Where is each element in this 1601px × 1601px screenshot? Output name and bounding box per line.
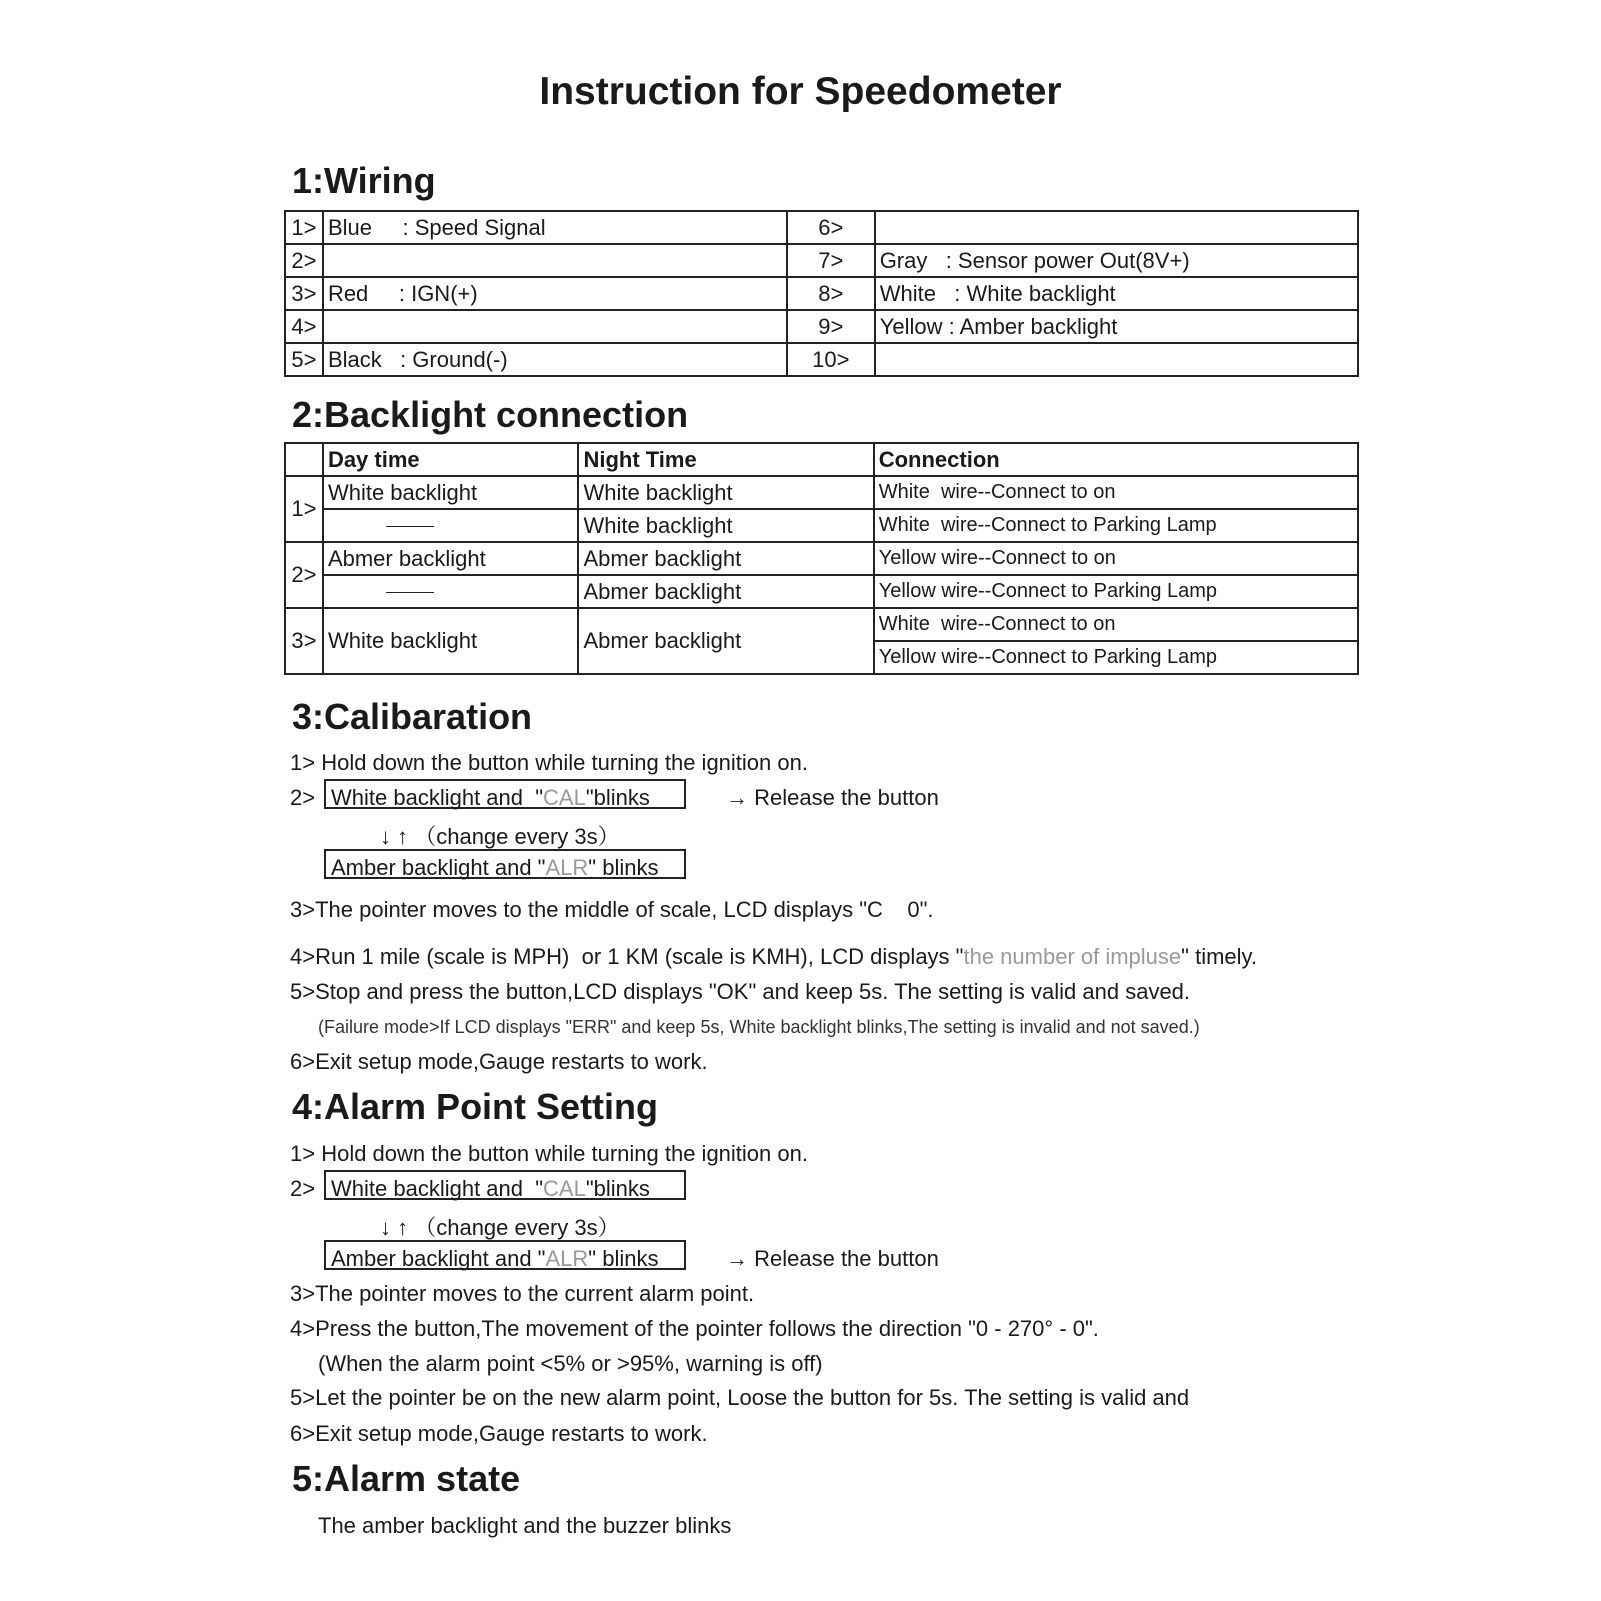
- night-cell: Abmer backlight: [578, 542, 873, 575]
- calibration-step-6: 6>Exit setup mode,Gauge restarts to work.: [290, 1049, 708, 1074]
- alarm-state-text: The amber backlight and the buzzer blinks: [318, 1513, 732, 1538]
- wire-desc: Yellow : Amber backlight: [875, 310, 1358, 343]
- table-row: [285, 476, 1358, 509]
- alr-box-text: Amber backlight and ": [331, 1246, 546, 1271]
- calibration-step-3: 3>The pointer moves to the middle of scale, LCD displays "C 0".: [290, 897, 934, 922]
- wiring-heading: 1:Wiring: [292, 160, 436, 201]
- cal-box-text: White backlight and ": [331, 1176, 544, 1201]
- backlight-heading: 2:Backlight connection: [292, 394, 689, 435]
- wire-desc: Black : Ground(-): [323, 343, 787, 376]
- alarm-heading: 4:Alarm Point Setting: [292, 1086, 659, 1127]
- alr-code: ALR: [545, 855, 589, 880]
- connection-cell: White wire--Connect to on: [874, 608, 1358, 641]
- cal-box-amber: [324, 849, 686, 879]
- calibration-step-4: [290, 944, 1257, 970]
- wire-num: 6>: [787, 211, 875, 244]
- night-cell: White backlight: [578, 476, 873, 509]
- cal-box-text-end: "blinks: [585, 785, 650, 810]
- wire-num: 7>: [787, 244, 875, 277]
- wire-num: 4>: [285, 310, 323, 343]
- night-cell: Abmer backlight: [578, 575, 873, 608]
- day-cell-dash: [323, 509, 579, 542]
- cal-box-white: [324, 779, 686, 809]
- row-num: 2>: [285, 542, 323, 608]
- alarm-step-5: 5>Let the pointer be on the new alarm point, Loose the button for 5s. The setting is valid and: [290, 1385, 1190, 1410]
- alarm-release: → Release the button: [726, 1246, 939, 1271]
- table-row: [285, 509, 1358, 542]
- alr-box-text-end: " blinks: [588, 1246, 659, 1271]
- wiring-row: [285, 310, 1358, 343]
- backlight-table: [284, 442, 1359, 675]
- cal-code: CAL: [543, 785, 586, 810]
- step4-gray-text: the number of impluse: [963, 944, 1182, 969]
- wiring-row: [285, 343, 1358, 376]
- step4-text: 4>Run 1 mile (scale is MPH) or 1 KM (scale is KMH), LCD displays ": [290, 944, 964, 969]
- wire-num: 5>: [285, 343, 323, 376]
- wiring-table: [284, 210, 1359, 377]
- backlight-header-row: [285, 443, 1358, 476]
- header-connection: Connection: [874, 443, 1358, 476]
- calibration-heading: 3:Calibaration: [292, 696, 533, 737]
- alarm-box-amber: [324, 1240, 686, 1270]
- wire-desc: Gray : Sensor power Out(8V+): [875, 244, 1358, 277]
- wire-num: 8>: [787, 277, 875, 310]
- wire-desc: [323, 310, 787, 343]
- wire-num: 2>: [285, 244, 323, 277]
- wire-num: 10>: [787, 343, 875, 376]
- row-num: 1>: [285, 476, 323, 542]
- night-cell: Abmer backlight: [578, 608, 873, 674]
- wire-num: 9>: [787, 310, 875, 343]
- alarm-step-1: 1> Hold down the button while turning the ignition on.: [290, 1141, 808, 1166]
- alarm-step-4: 4>Press the button,The movement of the pointer follows the direction "0 - 270° - 0".: [290, 1316, 1099, 1341]
- night-cell: White backlight: [578, 509, 873, 542]
- row-num: 3>: [285, 608, 323, 674]
- dash-mark: [386, 526, 434, 527]
- alarm-state-heading: 5:Alarm state: [292, 1458, 521, 1499]
- alr-code: ALR: [545, 1246, 589, 1271]
- day-cell: White backlight: [323, 608, 579, 674]
- wire-desc: Red : IGN(+): [323, 277, 787, 310]
- alarm-box-white: [324, 1170, 686, 1200]
- calibration-change: ↓ ↑ （change every 3s）: [380, 824, 620, 849]
- alr-box-text: Amber backlight and ": [331, 855, 546, 880]
- alarm-change: ↓ ↑ （change every 3s）: [380, 1215, 620, 1240]
- wiring-row: [285, 277, 1358, 310]
- calibration-step-2-num: 2>: [290, 785, 316, 810]
- table-row: [285, 608, 1358, 641]
- calibration-step-1: 1> Hold down the button while turning the ignition on.: [290, 750, 808, 775]
- wire-num: 3>: [285, 277, 323, 310]
- table-row: [285, 575, 1358, 608]
- wire-num: 1>: [285, 211, 323, 244]
- day-cell: White backlight: [323, 476, 579, 509]
- wire-desc: [875, 343, 1358, 376]
- alarm-step-3: 3>The pointer moves to the current alarm point.: [290, 1281, 755, 1306]
- connection-cell: Yellow wire--Connect to Parking Lamp: [874, 575, 1358, 608]
- calibration-release: → Release the button: [726, 785, 939, 810]
- cal-code: CAL: [543, 1176, 586, 1201]
- cal-box-text: White backlight and ": [331, 785, 544, 810]
- header-night: Night Time: [578, 443, 873, 476]
- wire-desc: White : White backlight: [875, 277, 1358, 310]
- wire-desc: [875, 211, 1358, 244]
- alarm-step-4-note: (When the alarm point <5% or >95%, warning is off): [318, 1351, 823, 1376]
- wire-desc: Blue : Speed Signal: [323, 211, 787, 244]
- day-cell-dash: [323, 575, 579, 608]
- connection-cell: Yellow wire--Connect to Parking Lamp: [874, 641, 1358, 674]
- step4-text-end: " timely.: [1181, 944, 1258, 969]
- wiring-row: [285, 211, 1358, 244]
- connection-cell: Yellow wire--Connect to on: [874, 542, 1358, 575]
- alr-box-text-end: " blinks: [588, 855, 659, 880]
- wire-desc: [323, 244, 787, 277]
- connection-cell: White wire--Connect to Parking Lamp: [874, 509, 1358, 542]
- alarm-step-2-num: 2>: [290, 1176, 316, 1201]
- dash-mark: [386, 592, 434, 593]
- calibration-failure-note: (Failure mode>If LCD displays "ERR" and keep 5s, White backlight blinks,The setting is invalid and not saved.): [318, 1017, 1200, 1037]
- header-day: Day time: [323, 443, 579, 476]
- alarm-step-6: 6>Exit setup mode,Gauge restarts to work.: [290, 1421, 708, 1446]
- cal-box-text-end: "blinks: [585, 1176, 650, 1201]
- header-blank: [285, 443, 323, 476]
- calibration-step-5: 5>Stop and press the button,LCD displays "OK" and keep 5s. The setting is valid and saved.: [290, 979, 1191, 1004]
- wiring-row: [285, 244, 1358, 277]
- connection-cell: White wire--Connect to on: [874, 476, 1358, 509]
- table-row: [285, 542, 1358, 575]
- day-cell: Abmer backlight: [323, 542, 579, 575]
- page-title: Instruction for Speedometer: [539, 70, 1062, 113]
